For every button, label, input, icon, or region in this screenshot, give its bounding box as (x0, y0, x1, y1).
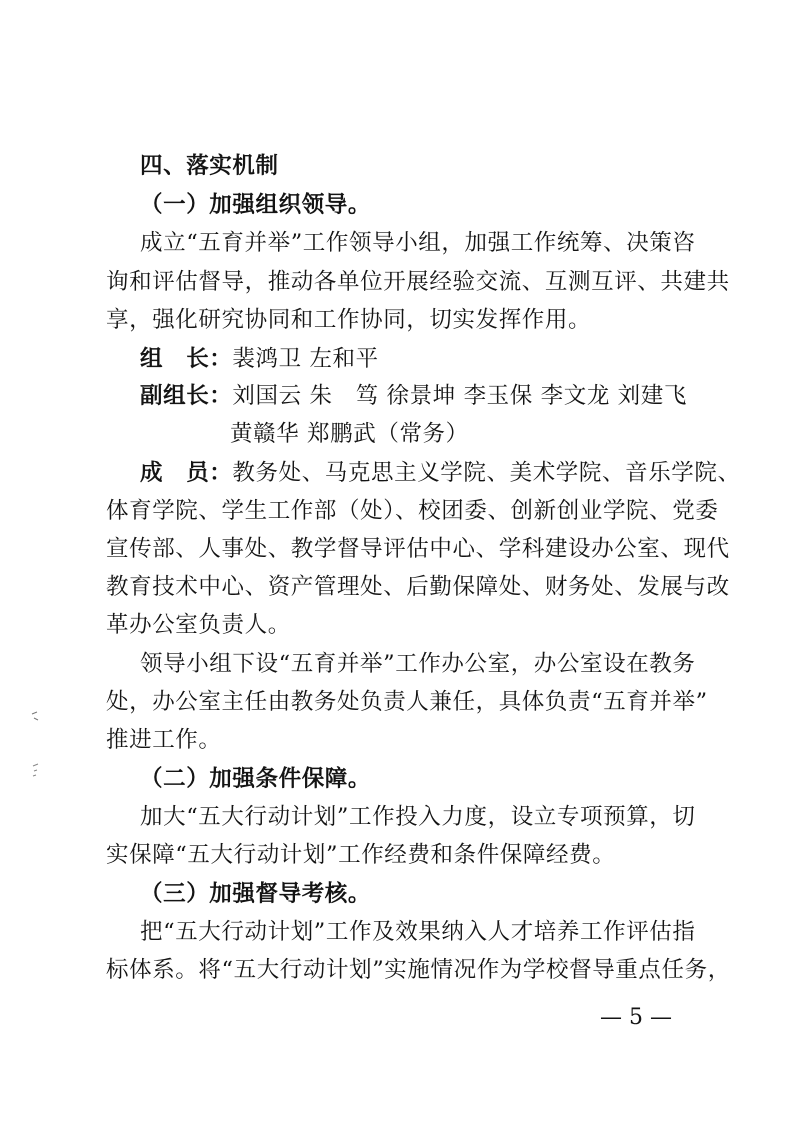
deputy-label: 副组长： (140, 383, 233, 409)
sub3-paragraph-line-1: 把“五大行动计划”工作及效果纳入人才培养工作评估指 (140, 919, 696, 945)
members-line-2: 体育学院、学生工作部（处）、校团委、创新创业学院、党委 (106, 498, 719, 524)
sub1-paragraph-line-1: 成立“五育并举”工作领导小组，加强工作统筹、决策咨 (140, 230, 696, 256)
deputy-row (140, 381, 687, 411)
leader-row (140, 344, 379, 374)
office-paragraph-line-2: 处，办公室主任由教务处负责人兼任，具体负责“五育并举” (106, 689, 708, 715)
subsection-1-heading: （一）加强组织领导。 (140, 192, 372, 218)
sub2-paragraph-line-1: 加大“五大行动计划”工作投入力度，设立专项预算，切 (140, 804, 696, 830)
subsection-3-heading: （三）加强督导考核。 (140, 881, 372, 907)
deputy-line-2: 黄赣华 郑鹏武（常务） (230, 421, 469, 447)
members-line-1: 教务处、马克思主义学院、美术学院、音乐学院、 (232, 460, 741, 486)
scan-mark-decoration (28, 708, 42, 788)
members-row (140, 458, 741, 488)
page-number: — 5 — (600, 1005, 672, 1030)
section-heading: 四、落实机制 (140, 153, 279, 179)
sub3-paragraph-line-2: 标体系。将“五大行动计划”实施情况作为学校督导重点任务， (106, 957, 731, 983)
deputy-line-1: 刘国云 朱 笃 徐景坤 李玉保 李文龙 刘建飞 (232, 383, 687, 409)
leader-value: 裴鸿卫 左和平 (232, 346, 379, 372)
sub1-paragraph-line-2: 询和评估督导，推动各单位开展经验交流、互测互评、共建共 (106, 269, 730, 295)
office-paragraph-line-3: 推进工作。 (106, 727, 222, 753)
sub1-paragraph-line-3: 享，强化研究协同和工作协同，切实发挥作用。 (106, 307, 592, 333)
subsection-2-heading: （二）加强条件保障。 (140, 766, 372, 792)
leader-label: 组 长： (140, 346, 233, 372)
members-line-3: 宣传部、人事处、教学督导评估中心、学科建设办公室、现代 (106, 536, 730, 562)
members-line-4: 教育技术中心、资产管理处、后勤保障处、财务处、发展与改 (106, 574, 730, 600)
members-label: 成 员： (140, 460, 233, 486)
office-paragraph-line-1: 领导小组下设“五育并举”工作办公室，办公室设在教务 (140, 651, 696, 677)
members-line-5: 革办公室负责人。 (106, 612, 291, 638)
sub2-paragraph-line-2: 实保障“五大行动计划”工作经费和条件保障经费。 (106, 842, 616, 868)
